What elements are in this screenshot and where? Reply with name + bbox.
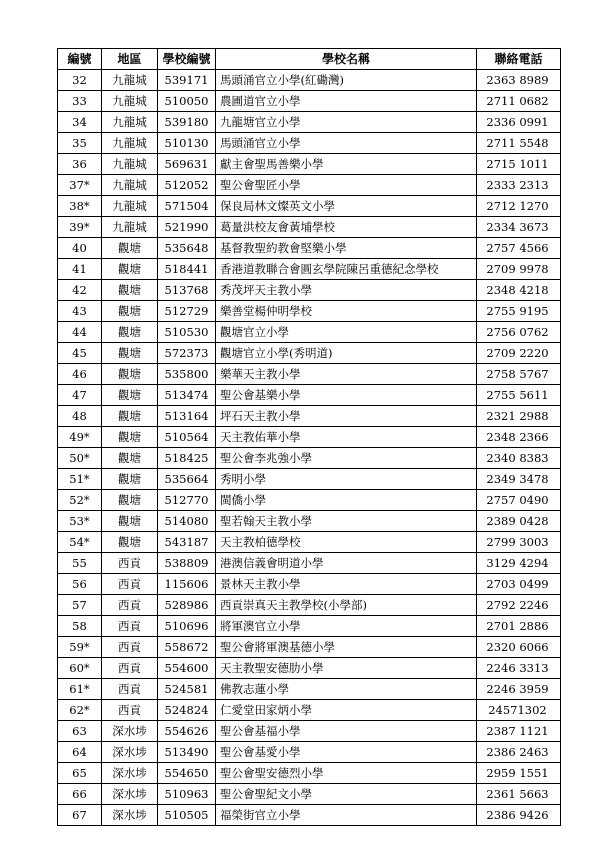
cell-school-code: 518425 <box>158 448 216 469</box>
cell-phone: 2320 6066 <box>477 637 561 658</box>
table-row <box>58 364 561 385</box>
cell-school-name: 基督教聖約教會堅樂小學 <box>216 238 477 259</box>
cell-school-code: 569631 <box>158 154 216 175</box>
cell-school-code: 538809 <box>158 553 216 574</box>
cell-district: 九龍城 <box>102 91 158 112</box>
cell-number: 41 <box>58 259 102 280</box>
cell-phone: 2701 2886 <box>477 616 561 637</box>
header-row <box>58 49 561 70</box>
cell-school-code: 512770 <box>158 490 216 511</box>
cell-school-name: 聖公會基愛小學 <box>216 742 477 763</box>
cell-school-name: 聖若翰天主教小學 <box>216 511 477 532</box>
cell-school-code: 510050 <box>158 91 216 112</box>
cell-school-name: 聖公會基福小學 <box>216 721 477 742</box>
table-row <box>58 70 561 91</box>
table-row <box>58 532 561 553</box>
table-row <box>58 406 561 427</box>
cell-school-code: 524581 <box>158 679 216 700</box>
table-row <box>58 133 561 154</box>
cell-district: 觀塘 <box>102 259 158 280</box>
table-row <box>58 322 561 343</box>
cell-phone: 2386 2463 <box>477 742 561 763</box>
table-row <box>58 175 561 196</box>
cell-school-name: 仁愛堂田家炳小學 <box>216 700 477 721</box>
table-row <box>58 448 561 469</box>
cell-school-name: 西貢崇真天主教學校(小學部) <box>216 595 477 616</box>
cell-school-code: 521990 <box>158 217 216 238</box>
cell-phone: 2321 2988 <box>477 406 561 427</box>
cell-district: 觀塘 <box>102 406 158 427</box>
cell-school-code: 513768 <box>158 280 216 301</box>
cell-school-name: 坪石天主教小學 <box>216 406 477 427</box>
table-row <box>58 700 561 721</box>
cell-number: 45 <box>58 343 102 364</box>
cell-phone: 2246 3313 <box>477 658 561 679</box>
cell-phone: 2703 0499 <box>477 574 561 595</box>
table-row <box>58 763 561 784</box>
table-row <box>58 112 561 133</box>
cell-district: 西貢 <box>102 616 158 637</box>
cell-number: 63 <box>58 721 102 742</box>
table-row <box>58 343 561 364</box>
cell-school-name: 觀塘官立小學(秀明道) <box>216 343 477 364</box>
cell-district: 觀塘 <box>102 280 158 301</box>
cell-school-name: 聖公會聖匠小學 <box>216 175 477 196</box>
cell-school-name: 天主教柏德學校 <box>216 532 477 553</box>
cell-number: 58 <box>58 616 102 637</box>
cell-number: 36 <box>58 154 102 175</box>
header-school-name: 學校名稱 <box>216 49 477 70</box>
cell-phone: 2361 5663 <box>477 784 561 805</box>
cell-district: 觀塘 <box>102 343 158 364</box>
cell-number: 39* <box>58 217 102 238</box>
table-row <box>58 217 561 238</box>
cell-district: 九龍城 <box>102 133 158 154</box>
cell-phone: 2755 9195 <box>477 301 561 322</box>
cell-phone: 2336 0991 <box>477 112 561 133</box>
cell-phone: 2246 3959 <box>477 679 561 700</box>
cell-phone: 2334 3673 <box>477 217 561 238</box>
cell-number: 32 <box>58 70 102 91</box>
cell-school-name: 聖公會基樂小學 <box>216 385 477 406</box>
cell-district: 觀塘 <box>102 301 158 322</box>
cell-number: 38* <box>58 196 102 217</box>
table-row <box>58 595 561 616</box>
cell-phone: 2348 4218 <box>477 280 561 301</box>
cell-phone: 2758 5767 <box>477 364 561 385</box>
cell-phone: 2386 9426 <box>477 805 561 826</box>
cell-school-name: 香港道教聯合會圓玄學院陳呂重德紀念學校 <box>216 259 477 280</box>
cell-district: 觀塘 <box>102 532 158 553</box>
cell-number: 48 <box>58 406 102 427</box>
cell-school-name: 閩僑小學 <box>216 490 477 511</box>
cell-school-code: 518441 <box>158 259 216 280</box>
cell-school-name: 樂華天主教小學 <box>216 364 477 385</box>
cell-district: 西貢 <box>102 679 158 700</box>
cell-district: 西貢 <box>102 637 158 658</box>
cell-school-code: 571504 <box>158 196 216 217</box>
cell-number: 56 <box>58 574 102 595</box>
cell-phone: 2799 3003 <box>477 532 561 553</box>
cell-school-code: 539171 <box>158 70 216 91</box>
cell-school-code: 554650 <box>158 763 216 784</box>
cell-number: 43 <box>58 301 102 322</box>
table-row <box>58 679 561 700</box>
table-body <box>58 70 561 826</box>
cell-school-name: 天主教聖安德肋小學 <box>216 658 477 679</box>
cell-school-name: 景林天主教小學 <box>216 574 477 595</box>
cell-number: 54* <box>58 532 102 553</box>
cell-school-code: 514080 <box>158 511 216 532</box>
cell-phone: 2712 1270 <box>477 196 561 217</box>
cell-school-name: 樂善堂楊仲明學校 <box>216 301 477 322</box>
cell-school-name: 福榮街官立小學 <box>216 805 477 826</box>
cell-number: 64 <box>58 742 102 763</box>
table-row <box>58 637 561 658</box>
school-table <box>57 48 561 826</box>
cell-phone: 2757 0490 <box>477 490 561 511</box>
cell-phone: 2333 2313 <box>477 175 561 196</box>
cell-school-name: 觀塘官立小學 <box>216 322 477 343</box>
cell-number: 59* <box>58 637 102 658</box>
table-row <box>58 574 561 595</box>
cell-district: 九龍城 <box>102 217 158 238</box>
cell-school-code: 510696 <box>158 616 216 637</box>
cell-school-name: 九龍塘官立小學 <box>216 112 477 133</box>
table-row <box>58 616 561 637</box>
table-row <box>58 427 561 448</box>
table-row <box>58 742 561 763</box>
cell-district: 西貢 <box>102 553 158 574</box>
header-phone: 聯絡電話 <box>477 49 561 70</box>
cell-school-code: 535664 <box>158 469 216 490</box>
cell-district: 觀塘 <box>102 385 158 406</box>
header-school-code: 學校編號 <box>158 49 216 70</box>
header-district: 地區 <box>102 49 158 70</box>
table-row <box>58 91 561 112</box>
cell-district: 觀塘 <box>102 364 158 385</box>
cell-district: 九龍城 <box>102 175 158 196</box>
cell-number: 61* <box>58 679 102 700</box>
cell-school-code: 572373 <box>158 343 216 364</box>
table-row <box>58 385 561 406</box>
cell-phone: 2711 5548 <box>477 133 561 154</box>
cell-phone: 3129 4294 <box>477 553 561 574</box>
cell-phone: 2349 3478 <box>477 469 561 490</box>
cell-district: 深水埗 <box>102 742 158 763</box>
cell-district: 觀塘 <box>102 322 158 343</box>
cell-phone: 24571302 <box>477 700 561 721</box>
cell-district: 深水埗 <box>102 805 158 826</box>
cell-school-name: 港澳信義會明道小學 <box>216 553 477 574</box>
cell-number: 57 <box>58 595 102 616</box>
cell-phone: 2792 2246 <box>477 595 561 616</box>
cell-phone: 2755 5611 <box>477 385 561 406</box>
cell-phone: 2756 0762 <box>477 322 561 343</box>
cell-phone: 2709 2220 <box>477 343 561 364</box>
table-row <box>58 490 561 511</box>
cell-number: 67 <box>58 805 102 826</box>
cell-phone: 2711 0682 <box>477 91 561 112</box>
table-row <box>58 721 561 742</box>
table-row <box>58 511 561 532</box>
cell-school-code: 554600 <box>158 658 216 679</box>
cell-district: 觀塘 <box>102 490 158 511</box>
cell-school-name: 農圃道官立小學 <box>216 91 477 112</box>
cell-phone: 2387 1121 <box>477 721 561 742</box>
cell-number: 42 <box>58 280 102 301</box>
cell-phone: 2757 4566 <box>477 238 561 259</box>
cell-number: 47 <box>58 385 102 406</box>
cell-school-name: 聖公會聖安德烈小學 <box>216 763 477 784</box>
cell-phone: 2709 9978 <box>477 259 561 280</box>
cell-number: 55 <box>58 553 102 574</box>
cell-school-code: 510130 <box>158 133 216 154</box>
table-row <box>58 280 561 301</box>
cell-school-code: 554626 <box>158 721 216 742</box>
cell-school-name: 聖公會李兆強小學 <box>216 448 477 469</box>
table-row <box>58 553 561 574</box>
cell-phone: 2715 1011 <box>477 154 561 175</box>
cell-school-name: 秀明小學 <box>216 469 477 490</box>
cell-number: 46 <box>58 364 102 385</box>
cell-school-name: 保良局林文燦英文小學 <box>216 196 477 217</box>
header-number: 編號 <box>58 49 102 70</box>
table-row <box>58 238 561 259</box>
table-row <box>58 784 561 805</box>
cell-school-code: 535648 <box>158 238 216 259</box>
cell-number: 65 <box>58 763 102 784</box>
table-row <box>58 658 561 679</box>
cell-district: 深水埗 <box>102 721 158 742</box>
cell-school-name: 馬頭涌官立小學(紅磡灣) <box>216 70 477 91</box>
cell-number: 37* <box>58 175 102 196</box>
table-header <box>58 49 561 70</box>
cell-school-code: 558672 <box>158 637 216 658</box>
cell-district: 觀塘 <box>102 448 158 469</box>
table-row <box>58 469 561 490</box>
school-list-document <box>57 48 561 826</box>
cell-district: 九龍城 <box>102 112 158 133</box>
table-row <box>58 196 561 217</box>
cell-number: 62* <box>58 700 102 721</box>
cell-number: 51* <box>58 469 102 490</box>
cell-district: 西貢 <box>102 574 158 595</box>
table-row <box>58 805 561 826</box>
cell-school-code: 528986 <box>158 595 216 616</box>
cell-school-name: 葛量洪校友會黃埔學校 <box>216 217 477 238</box>
cell-district: 西貢 <box>102 700 158 721</box>
cell-school-code: 510505 <box>158 805 216 826</box>
cell-number: 66 <box>58 784 102 805</box>
cell-number: 53* <box>58 511 102 532</box>
cell-district: 觀塘 <box>102 469 158 490</box>
cell-school-code: 512729 <box>158 301 216 322</box>
cell-school-code: 524824 <box>158 700 216 721</box>
cell-district: 西貢 <box>102 595 158 616</box>
cell-phone: 2959 1551 <box>477 763 561 784</box>
cell-school-name: 聖公會將軍澳基德小學 <box>216 637 477 658</box>
cell-district: 深水埗 <box>102 784 158 805</box>
cell-number: 44 <box>58 322 102 343</box>
cell-number: 33 <box>58 91 102 112</box>
cell-school-code: 513164 <box>158 406 216 427</box>
cell-school-name: 將軍澳官立小學 <box>216 616 477 637</box>
cell-district: 九龍城 <box>102 196 158 217</box>
cell-phone: 2389 0428 <box>477 511 561 532</box>
cell-school-code: 539180 <box>158 112 216 133</box>
cell-school-code: 543187 <box>158 532 216 553</box>
cell-number: 34 <box>58 112 102 133</box>
cell-school-code: 535800 <box>158 364 216 385</box>
cell-district: 觀塘 <box>102 238 158 259</box>
cell-number: 49* <box>58 427 102 448</box>
cell-district: 九龍城 <box>102 70 158 91</box>
cell-number: 50* <box>58 448 102 469</box>
cell-phone: 2340 8383 <box>477 448 561 469</box>
cell-school-name: 聖公會聖紀文小學 <box>216 784 477 805</box>
cell-district: 九龍城 <box>102 154 158 175</box>
table-row <box>58 301 561 322</box>
cell-school-name: 獻主會聖馬善樂小學 <box>216 154 477 175</box>
cell-school-code: 115606 <box>158 574 216 595</box>
cell-school-code: 510564 <box>158 427 216 448</box>
table-row <box>58 259 561 280</box>
cell-phone: 2348 2366 <box>477 427 561 448</box>
cell-school-code: 510530 <box>158 322 216 343</box>
cell-school-name: 天主教佑華小學 <box>216 427 477 448</box>
cell-phone: 2363 8989 <box>477 70 561 91</box>
table-row <box>58 154 561 175</box>
cell-number: 35 <box>58 133 102 154</box>
cell-school-code: 513474 <box>158 385 216 406</box>
cell-number: 60* <box>58 658 102 679</box>
cell-number: 52* <box>58 490 102 511</box>
cell-district: 深水埗 <box>102 763 158 784</box>
cell-school-name: 馬頭涌官立小學 <box>216 133 477 154</box>
cell-school-code: 510963 <box>158 784 216 805</box>
cell-district: 觀塘 <box>102 511 158 532</box>
cell-school-name: 秀茂坪天主教小學 <box>216 280 477 301</box>
cell-school-name: 佛教志蓮小學 <box>216 679 477 700</box>
cell-school-code: 513490 <box>158 742 216 763</box>
cell-school-code: 512052 <box>158 175 216 196</box>
cell-district: 西貢 <box>102 658 158 679</box>
cell-district: 觀塘 <box>102 427 158 448</box>
cell-number: 40 <box>58 238 102 259</box>
